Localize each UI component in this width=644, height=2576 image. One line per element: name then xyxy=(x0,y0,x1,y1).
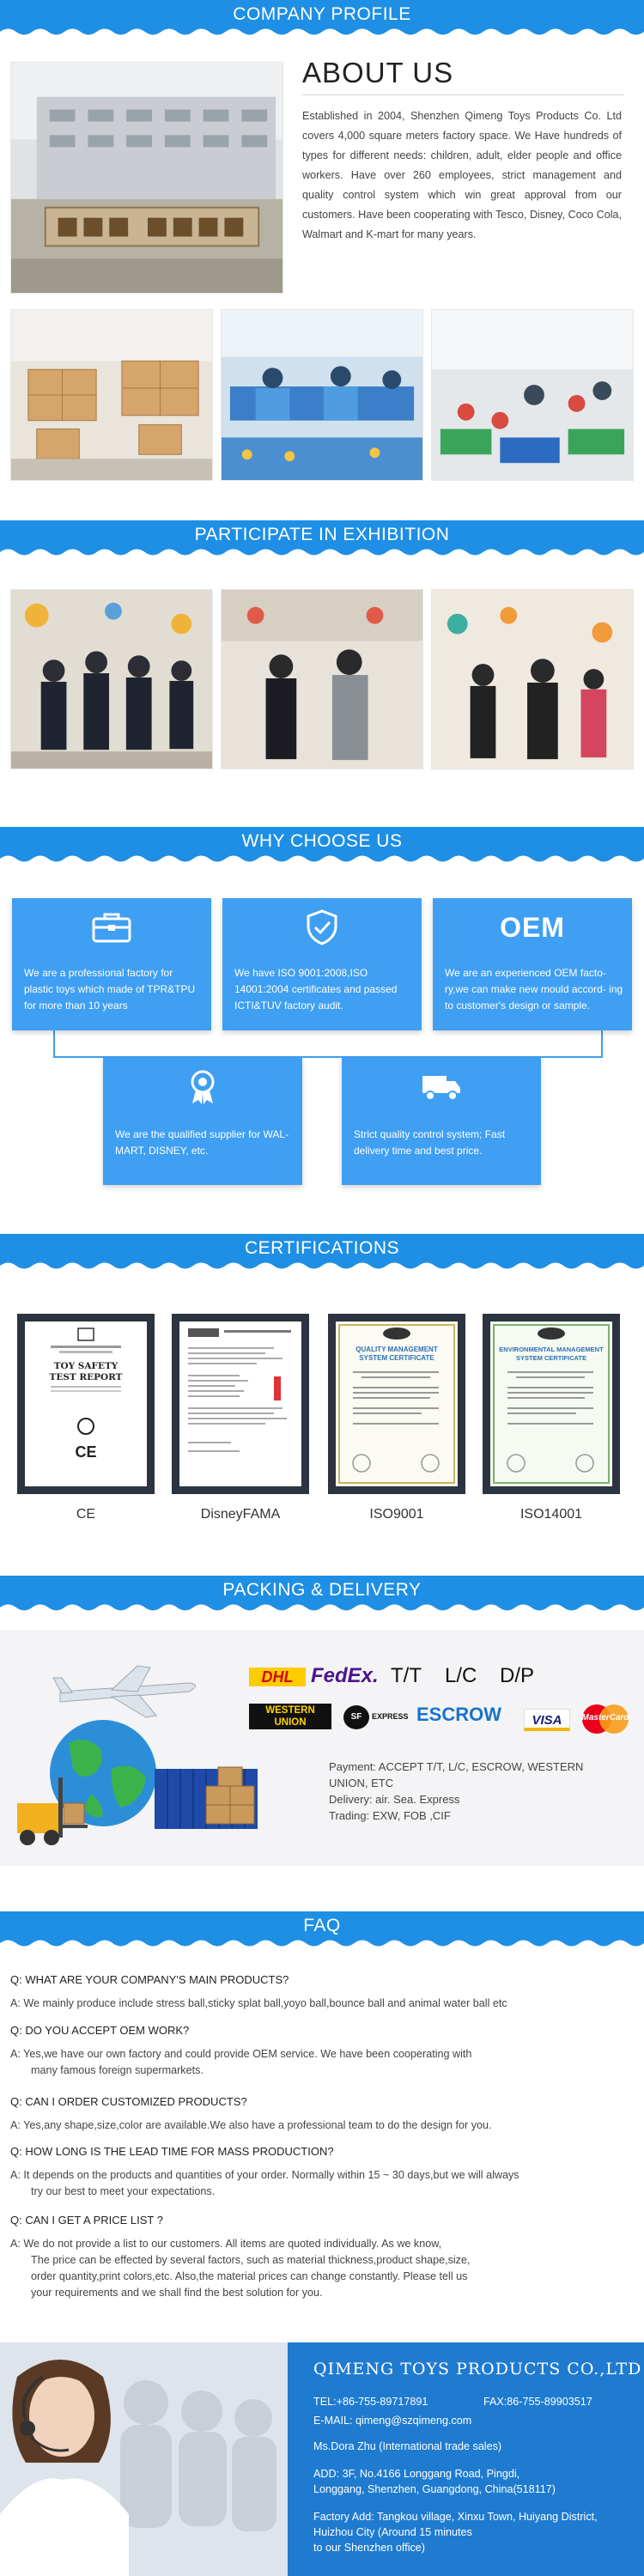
certificate-iso9001 xyxy=(328,1314,465,1494)
section-title: PARTICIPATE IN EXHIBITION xyxy=(194,525,450,544)
workshop-photo xyxy=(221,309,423,481)
iso9001-doc-title: QUALITY MANAGEMENT SYSTEM CERTIFICATE xyxy=(355,1346,438,1362)
company-profile-banner xyxy=(0,0,644,38)
factory-address-line3: to our Shenzhen office) xyxy=(313,2542,425,2554)
why-box-oem xyxy=(433,898,632,1030)
wave-edge xyxy=(0,1260,644,1272)
office-address-line2: Longgang, Shenzhen, Guangdong, China(518117) xyxy=(313,2483,556,2495)
why-text: Strict quality control system; Fast delivery time and best price. xyxy=(354,1128,506,1157)
contact-panel xyxy=(288,2342,644,2576)
about-title: ABOUT US xyxy=(302,57,454,88)
why-text: We are an experienced OEM facto- ry,we can make new mould accord- ing to customer's design or sample. xyxy=(445,967,623,1012)
award-ribbon-icon xyxy=(177,1070,228,1104)
dhl-logo: DHL xyxy=(249,1668,306,1686)
ce-report-line1: TOY SAFETY xyxy=(53,1361,118,1371)
packing-banner xyxy=(0,1576,644,1613)
faq-answer: A: Yes,we have our own factory and could provide OEM service. We have been cooperating with many famous foreign supermarkets. xyxy=(10,2048,472,2076)
tt-logo: T/T xyxy=(391,1664,422,1687)
divider xyxy=(302,94,624,95)
wave-edge xyxy=(0,1601,644,1613)
wave-edge xyxy=(0,26,644,38)
factory-address-line2: Huizhou City (Around 15 minutes xyxy=(313,2526,472,2538)
cert-label: DisneyFAMA xyxy=(200,1507,281,1522)
certificate-disneyfama xyxy=(172,1314,309,1494)
faq-banner xyxy=(0,1911,644,1949)
exhibition-photo-1 xyxy=(10,589,213,769)
visa-logo: VISA xyxy=(524,1709,570,1731)
payment-logos xyxy=(249,1664,635,1750)
faq-question: Q: HOW LONG IS THE LEAD TIME FOR MASS PRODUCTION? xyxy=(10,2145,334,2158)
lc-logo: L/C xyxy=(445,1664,477,1687)
oem-label: OEM xyxy=(500,911,565,943)
iso14001-doc-title: ENVIRONMENTAL MANAGEMENT SYSTEM CERTIFICATE xyxy=(499,1346,604,1362)
faq-answer: A: We mainly produce include stress ball,sticky splat ball,yoyo ball,bounce ball and animal water ball etc xyxy=(10,1997,507,2009)
faq-question: Q: DO YOU ACCEPT OEM WORK? xyxy=(10,2024,190,2037)
exhibition-banner xyxy=(0,520,644,558)
oem-icon xyxy=(500,910,565,945)
exhibition-photo-2 xyxy=(221,589,423,769)
fax-number: FAX:86-755-89903517 xyxy=(483,2396,592,2408)
exhibition-photo-3 xyxy=(431,589,634,769)
certificate-ce xyxy=(17,1314,155,1494)
fedex-logo: FedEx. xyxy=(311,1664,379,1687)
wave-edge xyxy=(0,853,644,865)
email-address: E-MAIL: qimeng@szqimeng.com xyxy=(313,2415,472,2427)
why-text: We have ISO 9001:2008,ISO 14001:2004 certificates and passed ICTI&TUV factory audit. xyxy=(234,967,398,1012)
sf-express-label: EXPRESS xyxy=(372,1712,409,1721)
why-text: We are a professional factory for plastic toys which made of TPR&TPU for more than 10 years xyxy=(24,967,196,1012)
office-address-line1: ADD: 3F, No.4166 Longgang Road, Pingdi, xyxy=(313,2468,520,2480)
dp-logo: D/P xyxy=(500,1664,535,1687)
production-line-photo xyxy=(431,309,634,481)
why-box-supplier xyxy=(103,1058,302,1185)
why-box-factory xyxy=(12,898,211,1030)
faq-answer: A: Yes,any shape,size,color are available.We also have a professional team to do the design for you. xyxy=(10,2119,492,2131)
ce-report-line2: TEST REPORT xyxy=(49,1372,123,1382)
company-name: QIMENG TOYS PRODUCTS CO.,LTD xyxy=(313,2360,642,2379)
why-text: We are the qualified supplier for WAL-MART, DISNEY, etc. xyxy=(115,1128,289,1157)
section-title: COMPANY PROFILE xyxy=(233,4,411,24)
sf-express-logo: SF xyxy=(343,1705,369,1729)
trading-terms: Trading: EXW, FOB ,CIF xyxy=(329,1809,451,1822)
about-description: Established in 2004, Shenzhen Qimeng Toys Products Co. Ltd covers 4,000 square meters factory space. We Have hundreds of types for different needs: children, adult, elder people and office workers. Have over 260 employees, strict management and quality control system which win great approval from our customers. Have been cooperating with Tesco, Disney, Coco Cola, Walmart and K-mart for many years. xyxy=(302,110,622,240)
section-title: FAQ xyxy=(303,1916,341,1935)
why-box-delivery xyxy=(342,1058,541,1185)
mastercard-logo: MasterCard xyxy=(578,1704,633,1735)
escrow-logo: ESCROW xyxy=(416,1704,501,1725)
factory-address-line1: Factory Add: Tangkou village, Xinxu Town, Huiyang District, xyxy=(313,2511,598,2523)
customer-service-photo xyxy=(0,2342,288,2576)
briefcase-icon xyxy=(86,910,137,945)
delivery-truck-icon xyxy=(416,1070,467,1104)
why-box-iso xyxy=(222,898,422,1030)
why-choose-banner xyxy=(0,827,644,865)
section-title: CERTIFICATIONS xyxy=(244,1238,400,1258)
wave-edge xyxy=(0,1937,644,1949)
contact-person: Ms.Dora Zhu (International trade sales) xyxy=(313,2440,502,2452)
factory-building-photo xyxy=(10,62,283,294)
faq-answer: A: We do not provide a list to our customers. All items are quoted individually. As we know, The price can be effected by several factors, such as material thickness,product shape,size, order quantity,print colors,etc. Also,the material prices can change constantly. Please tell us your requirements and we shall find the best solution for you. xyxy=(10,2238,471,2299)
payment-info xyxy=(329,1759,625,1824)
faq-question: Q: CAN I GET A PRICE LIST ? xyxy=(10,2214,163,2227)
faq-question: Q: WHAT ARE YOUR COMPANY'S MAIN PRODUCTS? xyxy=(10,1973,289,1986)
connector-line xyxy=(53,1030,603,1058)
cert-label: ISO9001 xyxy=(369,1507,424,1522)
cert-label: ISO14001 xyxy=(519,1507,583,1522)
warehouse-photo xyxy=(10,309,213,481)
ce-mark: CE xyxy=(75,1443,97,1461)
certificate-iso14001 xyxy=(483,1314,620,1494)
certifications-banner xyxy=(0,1234,644,1272)
phone-number: TEL:+86-755-89717891 xyxy=(313,2396,428,2408)
cert-label: CE xyxy=(76,1507,96,1522)
section-title: WHY CHOOSE US xyxy=(241,831,403,851)
shield-check-icon xyxy=(296,910,348,945)
faq-answer: A: It depends on the products and quantities of your order. Normally within 15 ~ 30 days,but we will always try our best to meet your expectations. xyxy=(10,2169,519,2197)
section-title: PACKING & DELIVERY xyxy=(222,1580,422,1600)
payment-terms: Payment: ACCEPT T/T, L/C, ESCROW, WESTERN UNION, ETC xyxy=(329,1760,584,1789)
faq-question: Q: CAN I ORDER CUSTOMIZED PRODUCTS? xyxy=(10,2095,247,2108)
wave-edge xyxy=(0,546,644,558)
delivery-terms: Delivery: air. Sea. Express xyxy=(329,1793,460,1806)
western-union-logo: WESTERN UNION xyxy=(249,1704,331,1729)
